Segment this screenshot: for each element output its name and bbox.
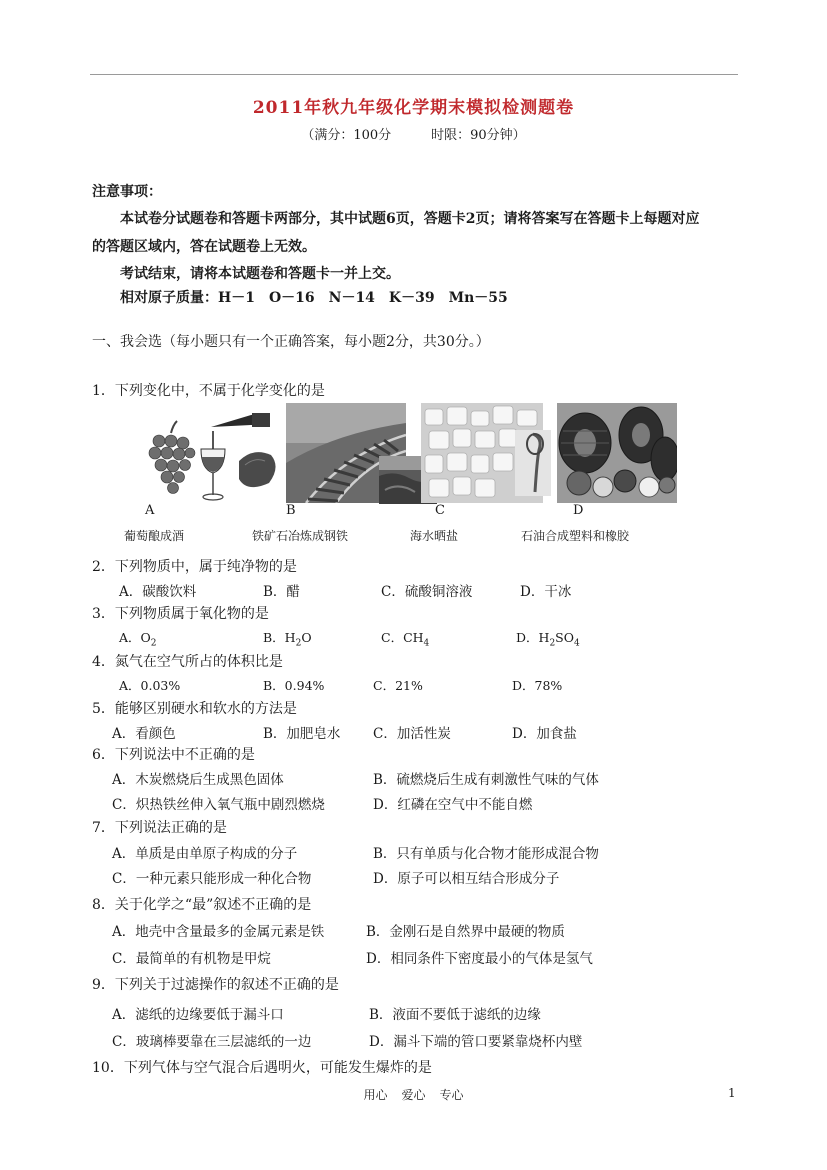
question-8-option-b: B．金刚石是自然界中最硬的物质 [366, 924, 565, 940]
question-8-stem: 8．关于化学之“最”叙述不正确的是 [92, 897, 312, 913]
question-7-stem: 7．下列说法正确的是 [92, 820, 227, 836]
question-3-option-d: D．$H_2SO_4$ [516, 630, 580, 649]
question-9-option-b: B．液面不要低于滤纸的边缘 [369, 1007, 541, 1023]
exam-subtitle [0, 124, 827, 143]
question-9-option-a: A．滤纸的边缘要低于漏斗口 [112, 1007, 284, 1023]
page-number: 1 [728, 1086, 736, 1100]
question-5-option-d: D．加食盐 [512, 726, 577, 742]
image-d-tires-balls [557, 403, 677, 503]
question-5-option-b: B．加肥皂水 [263, 726, 341, 742]
question-2-option-d: D．干冰 [520, 584, 572, 600]
notes-heading: 注意事项： [92, 184, 162, 200]
atomic-mass-line [120, 287, 508, 307]
notes-line-1: 本试卷分试题卷和答题卡两部分，其中试题6页，答题卡2页；请将答案写在答题卡上每题对应 [120, 211, 700, 227]
question-8-option-a: A．地壳中含量最多的金属元素是铁 [112, 924, 325, 940]
question-6-stem: 6．下列说法中不正确的是 [92, 747, 255, 763]
question-8-option-c: C．最简单的有机物是甲烷 [112, 951, 271, 967]
question-7-option-a: A．单质是由单原子构成的分子 [112, 846, 298, 862]
question-4-option-d: D．78% [512, 678, 563, 693]
question-4-option-a: A．0.03% [119, 678, 181, 693]
notes-line-3: 考试结束，请将本试题卷和答题卡一并上交。 [120, 266, 400, 282]
question-8-option-d: D．相同条件下密度最小的气体是氢气 [366, 951, 593, 967]
question-6-option-d: D．红磷在空气中不能自燃 [373, 797, 533, 813]
image-b-letter: B [286, 503, 296, 518]
question-6-option-b: B．硫燃烧后生成有刺激性气味的气体 [373, 772, 599, 788]
image-d-letter: D [573, 503, 584, 518]
image-c-salt-tool [515, 430, 551, 496]
question-9-stem: 9．下列关于过滤操作的叙述不正确的是 [92, 977, 339, 993]
image-c-letter: C [435, 503, 445, 518]
image-a-letter: A [145, 503, 155, 518]
question-9-option-d: D．漏斗下端的管口要紧靠烧杯内壁 [369, 1034, 583, 1050]
question-3-option-a: A．$O_2$ [119, 630, 157, 649]
question-6-option-c: C．炽热铁丝伸入氧气瓶中剧烈燃烧 [112, 797, 325, 813]
footer-motto-3: 专心 [439, 1088, 464, 1102]
question-1-stem: 1．下列变化中，不属于化学变化的是 [92, 383, 325, 399]
question-6-option-a: A．木炭燃烧后生成黑色固体 [112, 772, 284, 788]
footer-motto-1: 用心 [363, 1088, 388, 1102]
question-5-option-a: A．看颜色 [112, 726, 176, 742]
full-score: （满分：100分 [301, 128, 392, 143]
footer-motto-2: 爱心 [401, 1088, 426, 1102]
question-5-stem: 5．能够区别硬水和软水的方法是 [92, 701, 297, 717]
question-4-option-c: C．21% [373, 678, 423, 693]
question-4-stem: 4．氮气在空气所占的体积比是 [92, 654, 283, 670]
question-5-option-c: C．加活性炭 [373, 726, 451, 742]
question-7-option-d: D．原子可以相互结合形成分子 [373, 871, 560, 887]
question-3-option-c: C．$CH_4$ [381, 630, 430, 649]
question-2-option-c: C．硫酸铜溶液 [381, 584, 473, 600]
image-a-caption: 葡萄酿成酒 [124, 529, 185, 543]
atomic-mass-values: H－1 O－16 N－14 K－39 Mn－55 [218, 290, 508, 306]
question-2-option-b: B．醋 [263, 584, 300, 600]
question-2-stem: 2．下列物质中，属于纯净物的是 [92, 559, 297, 575]
question-9-option-c: C．玻璃棒要靠在三层滤纸的一边 [112, 1034, 312, 1050]
question-3-stem: 3．下列物质属于氧化物的是 [92, 606, 269, 622]
question-2-option-a: A．碳酸饮料 [119, 584, 197, 600]
question-7-option-b: B．只有单质与化合物才能形成混合物 [373, 846, 599, 862]
image-c-caption: 海水晒盐 [410, 529, 459, 543]
image-d-caption: 石油合成塑料和橡胶 [521, 529, 630, 543]
image-b-caption: 铁矿石冶炼成钢铁 [252, 529, 349, 543]
exam-title: 2011年秋九年级化学期末模拟检测题卷 [252, 98, 575, 118]
image-a-grapes-wine [147, 403, 280, 503]
question-4-option-b: B．0.94% [263, 678, 325, 693]
time-limit: 时限：90分钟） [431, 128, 526, 143]
question-7-option-c: C．一种元素只能形成一种化合物 [112, 871, 312, 887]
question-10-stem: 10．下列气体与空气混合后遇明火，可能发生爆炸的是 [92, 1060, 432, 1076]
atomic-mass-label: 相对原子质量： [120, 290, 218, 306]
footer-motto [0, 1086, 827, 1103]
question-3-option-b: B．$H_2O$ [263, 630, 312, 649]
notes-line-2: 的答题区域内，答在试题卷上无效。 [92, 239, 316, 255]
header-rule [90, 74, 738, 75]
section-1-heading: 一、我会选（每小题只有一个正确答案，每小题2分，共30分。） [92, 334, 490, 350]
